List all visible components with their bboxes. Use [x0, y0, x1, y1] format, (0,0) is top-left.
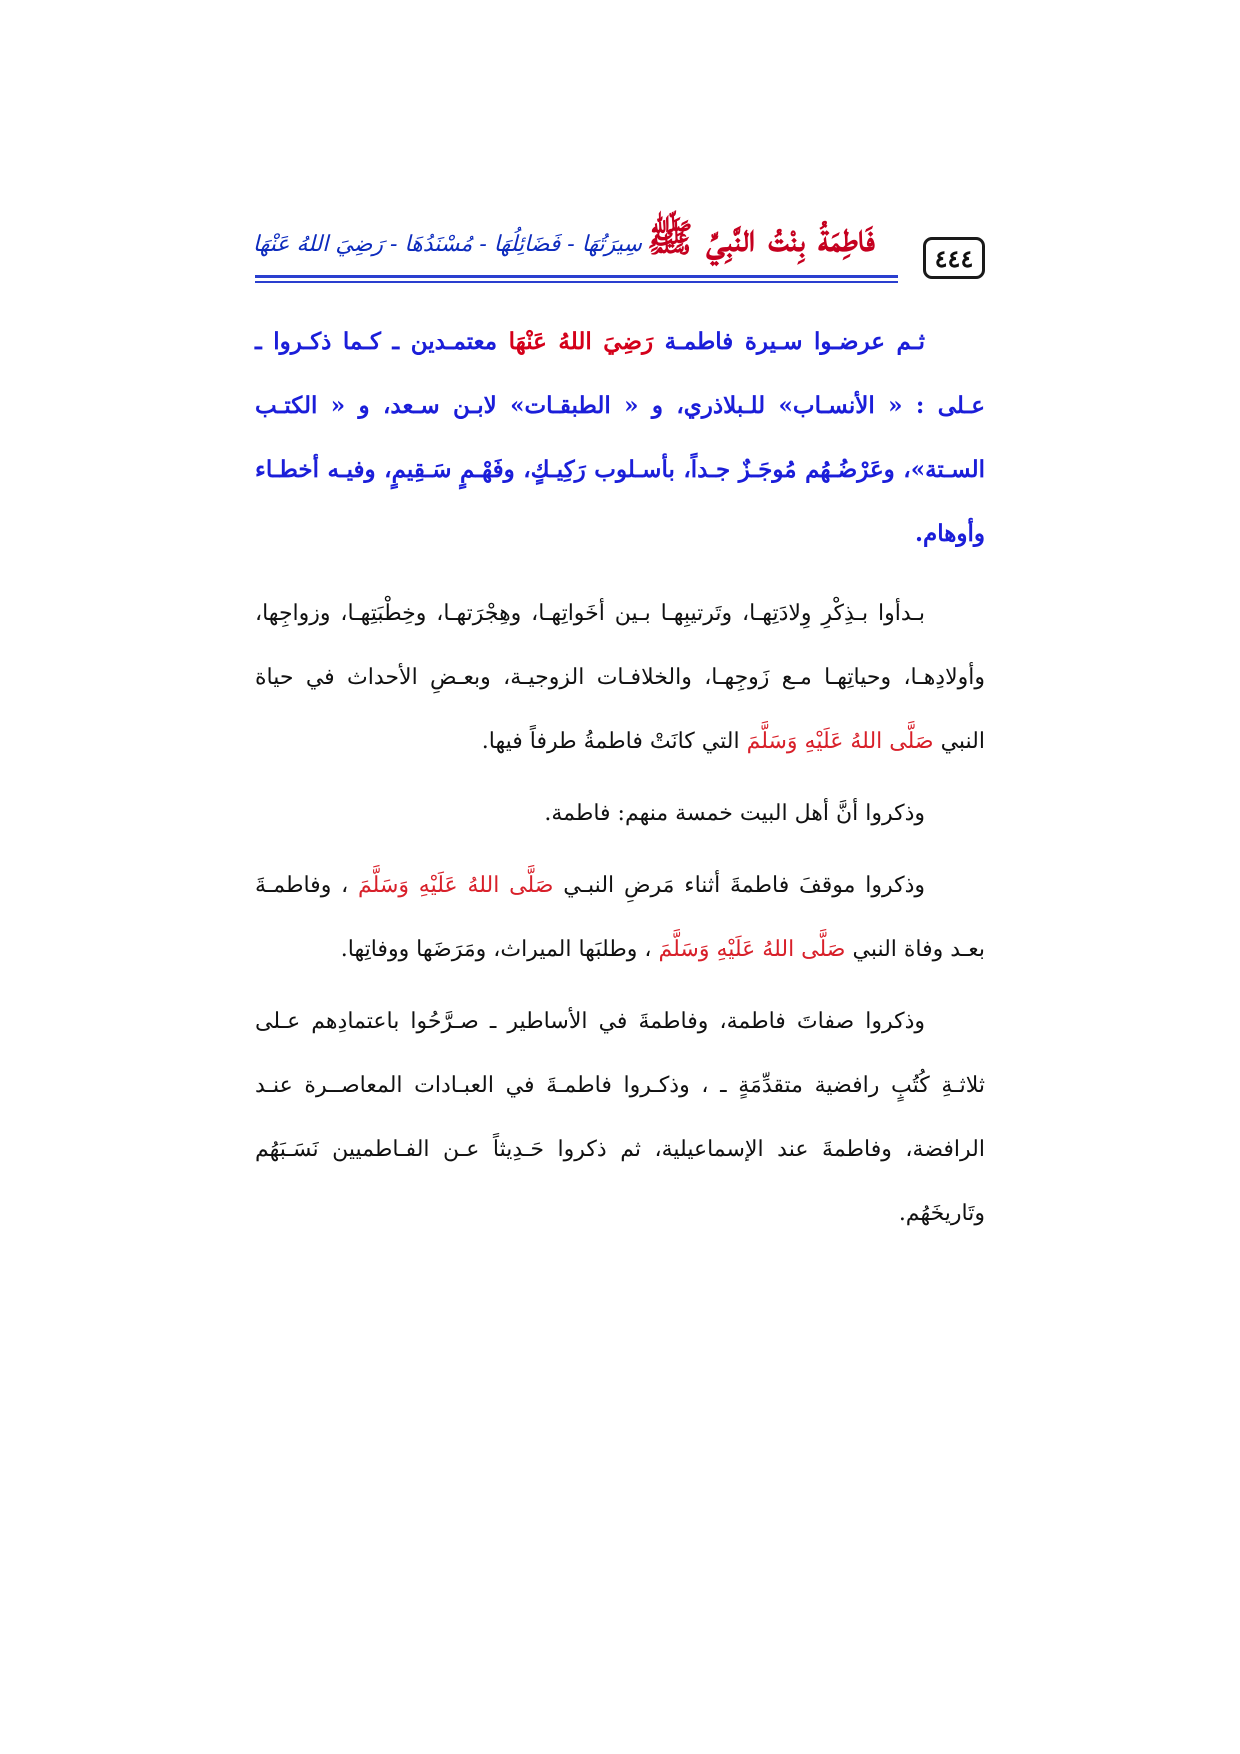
honorific-fatima: رَضِيَ اللهُ عَنْهَا — [508, 328, 654, 355]
book-title-subtitle: سِيرَتُهَا - فَضَائِلُهَا - مُسْنَدُهَا - رَضِيَ اللهُ عَنْهَا — [252, 232, 642, 257]
paragraph-birth-life — [255, 582, 985, 774]
paragraph-text: التي كانَتْ فاطمةُ طرفاً فيها. — [481, 729, 740, 754]
paragraph-text: بـدأوا بـذِكْرِ وِلادَتِهـا، وتَرتيبِهـا بـين أخَواتِهـا، وهِجْرَتهـا، وخِطْبَتِهـا، وزواجِها، وأولادِهـا، وحياتِهـا مـع زَوجِهـا، والخلافـات الزوجيـة، وبعـضِ الأحداث في حياة النبي — [255, 601, 985, 754]
book-title-main: فَاطِمَةُ بِنْتُ النَّبِيِّ ﷺ — [647, 215, 875, 260]
paragraph-illness-death — [255, 854, 985, 982]
honorific-prophet: صَلَّى اللهُ عَلَيْهِ وَسَلَّمَ — [358, 873, 554, 898]
page-number: ٤٤٤ — [923, 237, 985, 279]
paragraph-text: وذكروا أنَّ أهل البيت خمسة منهم: فاطمة. — [544, 801, 925, 826]
header-divider-top — [255, 275, 898, 278]
honorific-prophet: صَلَّى اللهُ عَلَيْهِ وَسَلَّمَ — [746, 729, 934, 754]
paragraph-text: وذكروا صفاتَ فاطمة، وفاطمةَ في الأساطير ـ صـرَّحُوا باعتمادِهم عـلى ثلاثـةِ كُتُبٍ رافضية متقدِّمَةٍ ـ ، وذكـروا فاطمـةَ في العبـادات المعاصــرة عنـد الرافضة، وفاطمةَ عند الإسماعيلية، ثم ذكروا حَـدِيثاً عـن الفـاطميين نَسَـبَهُم وتَاريخَهُم. — [255, 1009, 985, 1226]
intro-paragraph — [255, 310, 985, 566]
honorific-prophet: صَلَّى اللهُ عَلَيْهِ وَسَلَّمَ — [658, 937, 846, 962]
paragraph-text: وذكروا موقفَ فاطمةَ أثناء مَرضِ النبـي — [563, 873, 926, 898]
book-title — [252, 215, 875, 270]
page-header — [252, 205, 985, 285]
header-divider-bottom — [255, 281, 898, 283]
paragraph-text: ، وفاطمـةَ بعـد وفاة النبي — [255, 873, 985, 962]
page-body — [255, 310, 985, 1254]
paragraph-ahl-al-bayt — [255, 782, 985, 846]
intro-text-start: ثـم عرضـوا سـيرة فاطمـة — [664, 328, 925, 355]
paragraph-attributes — [255, 990, 985, 1246]
paragraph-text: ، وطلبَها الميراث، ومَرَضَها ووفاتِها. — [340, 937, 652, 962]
intro-text-end: معتمـدين ـ كـما ذكـروا ـ عـلى : « الأنسـاب» للـبلاذري، و « الطبقـات» لابـن سـعد، و « الكتـب السـتة»، وعَرْضُـهُم مُوجَـزٌ جـداً، بأسـلوب رَكِيـكٍ، وفَهْـمٍ سَـقِيمٍ، وفيـه أخطـاء وأوهام. — [255, 328, 985, 547]
